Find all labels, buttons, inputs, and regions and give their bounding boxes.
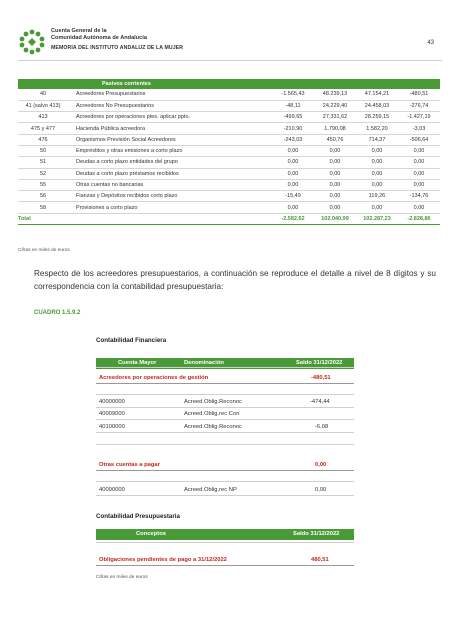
table-row <box>18 191 440 202</box>
table-row <box>18 179 440 190</box>
divider <box>96 470 354 471</box>
col-denominacion: Denominación <box>184 360 224 366</box>
debit-movements: 1.790,08 <box>314 123 356 134</box>
account-group-code: 58 <box>18 202 68 213</box>
table-row <box>18 157 440 168</box>
account-description: Otras cuentas no bancarias <box>68 179 272 190</box>
credit-movements: 0,00 <box>356 168 398 179</box>
total-balance-initial: -2.582,62 <box>272 213 314 224</box>
account-group-code: 50 <box>18 145 68 156</box>
group-label: Otras cuentas a pagar <box>99 462 160 468</box>
table-row <box>18 89 440 100</box>
group-label: Acreedores por operaciones de gestión <box>99 375 209 381</box>
account-description: Deudas a corto plazo préstamos recibidos <box>68 168 272 179</box>
page-header <box>18 26 438 60</box>
balance-initial: -210,90 <box>272 123 314 134</box>
divider <box>96 495 354 496</box>
account-group-code: 56 <box>18 191 68 202</box>
debit-movements: 48.239,13 <box>314 89 356 100</box>
account-group-code: 413 <box>18 112 68 123</box>
table-row <box>18 134 440 145</box>
org-line-2: Comunidad Autónoma de Andalucía <box>51 35 147 41</box>
credit-movements: 24.458,03 <box>356 100 398 111</box>
balance-final: -506,64 <box>398 134 440 145</box>
account-description: Provisiones a corto plazo <box>68 202 272 213</box>
body-paragraph: Respecto de los acreedores presupuestarios, a continuación se reproduce el detalle a nivel de 8 dígitos y su correspondencia con la contabilidad presupuestaria: <box>34 269 436 291</box>
divider <box>96 383 354 384</box>
table-row <box>18 145 440 156</box>
divider <box>96 565 354 566</box>
balance-final: 0,00 <box>398 202 440 213</box>
credit-movements: 0,00 <box>356 202 398 213</box>
balance-initial: -1.565,43 <box>272 89 314 100</box>
divider <box>96 419 354 420</box>
credit-movements: 0,00 <box>356 179 398 190</box>
account-group-code: 55 <box>18 179 68 190</box>
divider <box>96 481 354 482</box>
page-number: 43 <box>427 40 434 46</box>
total-label: Total <box>18 213 68 224</box>
account-description: Hacienda Pública acreedora <box>68 123 272 134</box>
table-row <box>18 112 440 123</box>
account-code: 40090000 <box>99 487 125 493</box>
account-description: Deudas a corto plazo entidades del grupo <box>68 157 272 168</box>
balance-final: 0,00 <box>398 168 440 179</box>
credit-movements: 0,00 <box>356 157 398 168</box>
units-note: Cifras en miles de euros <box>96 575 148 580</box>
account-code: 40100000 <box>99 424 125 430</box>
balance-final: -3,03 <box>398 123 440 134</box>
debit-movements: 0,00 <box>314 145 356 156</box>
divider <box>96 367 354 368</box>
balance-initial: 0,00 <box>272 179 314 190</box>
header-divider <box>18 60 442 61</box>
table-row <box>18 168 440 179</box>
table-row <box>18 100 440 111</box>
divider <box>96 542 354 543</box>
units-note: Cifras en miles de euros <box>18 248 70 253</box>
account-group-code: 41 (salvo 413) <box>18 100 68 111</box>
total-row <box>18 213 440 224</box>
debit-movements: 450,76 <box>314 134 356 145</box>
balance-final: -134,76 <box>398 191 440 202</box>
financiera-title: Contabilidad Financiera <box>96 337 167 344</box>
balance-final: -1.427,19 <box>398 112 440 123</box>
credit-movements: 1.582,20 <box>356 123 398 134</box>
debit-movements: 27.331,62 <box>314 112 356 123</box>
group-value: -480,51 <box>311 375 331 381</box>
balance-final: -276,74 <box>398 100 440 111</box>
account-value: -474,44 <box>310 399 330 405</box>
account-name: Acreed.Oblig.Reconoc <box>184 399 242 405</box>
balance-final: 0,00 <box>398 145 440 156</box>
debit-movements: 0,00 <box>314 191 356 202</box>
account-description: Empréstitos y otras emisiones a corto plazo <box>68 145 272 156</box>
balance-initial: 0,00 <box>272 202 314 213</box>
account-name: Acreed.Oblig.Reconoc <box>184 424 242 430</box>
org-line-1: Cuenta General de la <box>51 28 107 34</box>
account-name: Acreed.Oblig.rec Con <box>184 411 240 417</box>
total-credit: 102.287,23 <box>356 213 398 224</box>
table-header-row <box>18 79 440 89</box>
col-saldo: Saldo 31/12/2022 <box>296 360 343 366</box>
balance-final: 0,00 <box>398 157 440 168</box>
row-value: 480,51 <box>311 557 329 563</box>
account-description: Organismos Previsión Social Acreedores <box>68 134 272 145</box>
table-row <box>18 202 440 213</box>
account-group-code: 476 <box>18 134 68 145</box>
table-row <box>18 123 440 134</box>
credit-movements: 0,00 <box>356 145 398 156</box>
debit-movements: 0,00 <box>314 157 356 168</box>
total-debit: 102.040,99 <box>314 213 356 224</box>
group-value: 0,00 <box>315 462 327 468</box>
account-code: 40000000 <box>99 399 125 405</box>
divider <box>96 407 354 408</box>
balance-initial: -15,49 <box>272 191 314 202</box>
cuadro-label: CUADRO 1.5.9.2 <box>34 310 81 316</box>
row-label: Obligaciones pendientes de pago a 31/12/2022 <box>99 557 227 563</box>
balance-initial: 0,00 <box>272 168 314 179</box>
credit-movements: 47.154,21 <box>356 89 398 100</box>
balance-initial: -499,65 <box>272 112 314 123</box>
divider <box>96 432 354 433</box>
balance-initial: 0,00 <box>272 157 314 168</box>
organization-name <box>51 28 147 42</box>
balance-initial: 0,00 <box>272 145 314 156</box>
account-description: Fianzas y Depósitos recibidos corto plazo <box>68 191 272 202</box>
total-balance-final: -2.828,86 <box>398 213 440 224</box>
account-value: 0,00 <box>315 487 327 493</box>
col-saldo: Saldo 31/12/2022 <box>293 531 340 537</box>
debit-movements: 0,00 <box>314 168 356 179</box>
credit-movements: 28.259,15 <box>356 112 398 123</box>
account-group-code: 51 <box>18 157 68 168</box>
account-description: Acreedores No Presupuestarios <box>68 100 272 111</box>
account-name: Acreed.Oblig.rec NP <box>184 487 237 493</box>
junta-andalucia-logo-icon <box>18 28 46 58</box>
credit-movements: 119,26 <box>356 191 398 202</box>
balance-initial: -48,11 <box>272 100 314 111</box>
table-title: Pasivos corrientes <box>68 79 272 89</box>
pasivos-corrientes-table <box>18 79 440 225</box>
total-spacer <box>68 213 272 224</box>
account-group-code: 52 <box>18 168 68 179</box>
account-description: Acreedores Presupuestarios <box>68 89 272 100</box>
presupuestaria-header-bar <box>96 529 354 540</box>
divider <box>96 444 354 445</box>
col-cuenta-mayor: Cuenta Mayor <box>118 360 157 366</box>
account-group-code: 475 y 477 <box>18 123 68 134</box>
account-group-code: 40 <box>18 89 68 100</box>
credit-movements: 714,37 <box>356 134 398 145</box>
col-conceptos: Conceptos <box>136 531 166 537</box>
account-description: Acreedores por operaciones ptes. aplicar ppto. <box>68 112 272 123</box>
balance-initial: -243,03 <box>272 134 314 145</box>
presupuestaria-title: Contabilidad Presupuestaria <box>96 513 180 520</box>
divider <box>96 394 354 395</box>
debit-movements: 24.229,40 <box>314 100 356 111</box>
debit-movements: 0,00 <box>314 202 356 213</box>
debit-movements: 0,00 <box>314 179 356 190</box>
account-value: -6,08 <box>315 424 329 430</box>
balance-final: -480,51 <box>398 89 440 100</box>
document-subtitle: MEMORIA DEL INSTITUTO ANDALUZ DE LA MUJER <box>51 45 184 51</box>
balance-final: 0,00 <box>398 179 440 190</box>
account-code: 40009000 <box>99 411 125 417</box>
